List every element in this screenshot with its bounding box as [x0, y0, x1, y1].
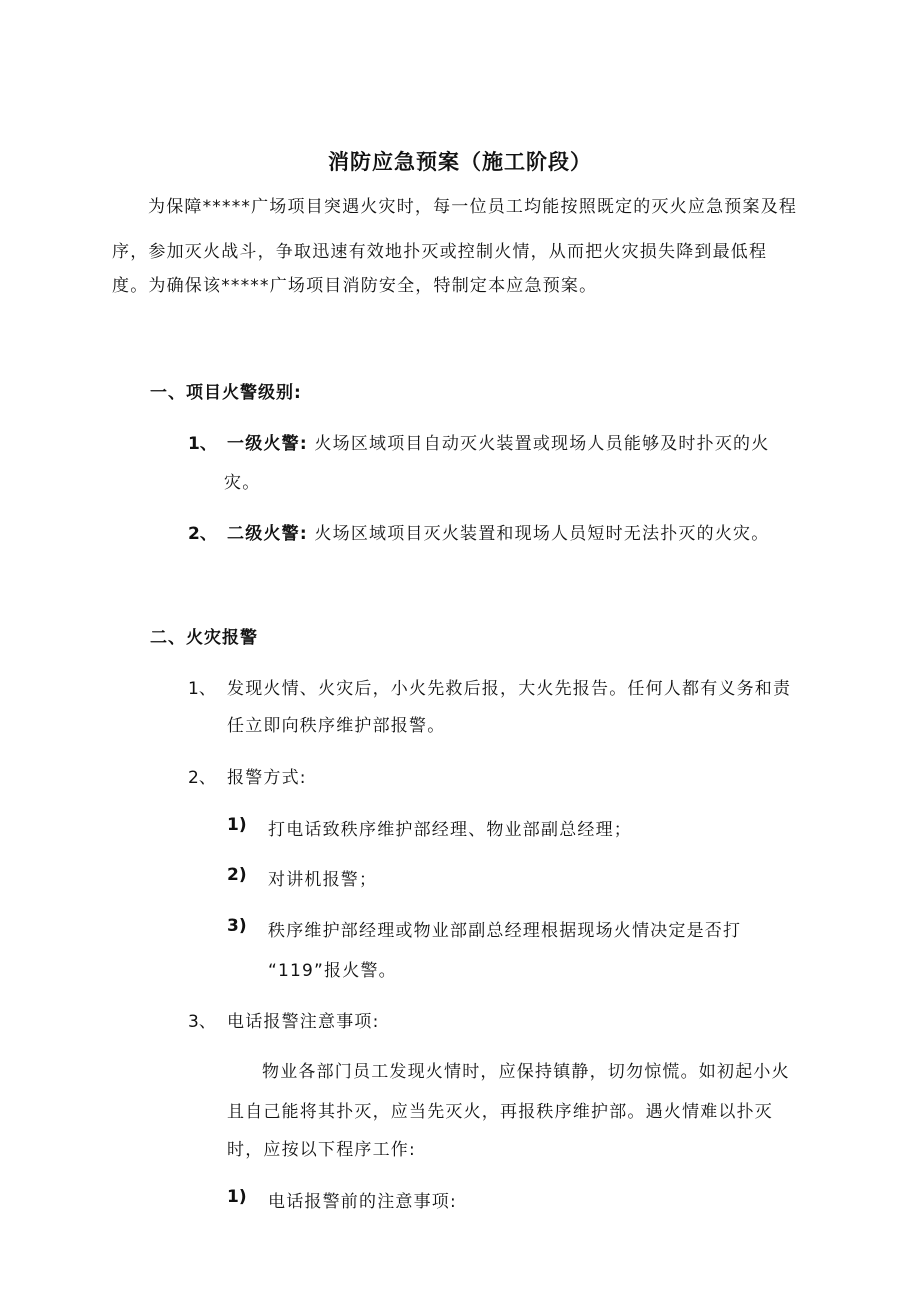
list-item	[227, 519, 769, 544]
section-heading: 一、项目火警级别:	[150, 383, 302, 403]
intro-line-3: 度。为确保该*****广场项目消防安全，特制定本应急预案。	[112, 276, 598, 296]
list-number: 2、	[188, 768, 216, 788]
list-item-text: 发现火情、火灾后，小火先救后报，大火先报告。任何人都有义务和责	[227, 679, 792, 699]
list-number: 1、	[188, 434, 217, 454]
section-heading: 二、火灾报警	[150, 628, 258, 648]
list-item-text: 火场区域项目自动灭火装置或现场人员能够及时扑灭的火	[314, 434, 770, 454]
list-item-text: 报警方式:	[227, 768, 307, 788]
list-number: 2、	[188, 524, 217, 544]
sub-list-number: 3)	[227, 916, 247, 936]
sub-list-item-continuation: “119”报火警。	[268, 961, 397, 981]
sub-list-number: 1)	[227, 815, 247, 835]
paragraph-line: 且自己能将其扑灭，应当先灭火，再报秩序维护部。遇火情难以扑灭	[227, 1102, 773, 1122]
term-colon: :	[299, 524, 308, 544]
list-number: 3、	[188, 1012, 216, 1032]
term-colon: :	[299, 434, 308, 454]
sub-list-item-text: 打电话致秩序维护部经理、物业部副总经理；	[268, 820, 632, 840]
sub-list-item-text: 对讲机报警；	[268, 870, 378, 890]
term-label: 一级火警	[227, 434, 300, 454]
list-item-text: 火场区域项目灭火装置和现场人员短时无法扑灭的火灾。	[314, 524, 770, 544]
list-number: 1、	[188, 679, 216, 699]
document-title: 消防应急预案（施工阶段）	[328, 150, 592, 174]
list-item-text: 电话报警注意事项:	[227, 1012, 380, 1032]
list-item-continuation: 任立即向秩序维护部报警。	[227, 716, 446, 736]
term-label: 二级火警	[227, 524, 300, 544]
sub-list-number: 2)	[227, 865, 247, 885]
intro-line-1: 为保障*****广场项目突遇火灾时，每一位员工均能按照既定的灭火应急预案及程	[148, 197, 798, 217]
sub-list-item-text: 电话报警前的注意事项:	[268, 1192, 457, 1212]
paragraph-line: 时，应按以下程序工作:	[227, 1140, 416, 1160]
sub-list-item-text: 秩序维护部经理或物业部副总经理根据现场火情决定是否打	[268, 921, 742, 941]
intro-line-2: 序，参加灭火战斗，争取迅速有效地扑灭或控制火情，从而把火灾损失降到最低程	[112, 242, 768, 262]
paragraph-line: 物业各部门员工发现火情时，应保持镇静，切勿惊慌。如初起小火	[262, 1062, 790, 1082]
list-item-continuation: 灾。	[224, 473, 261, 493]
list-item	[227, 429, 769, 454]
sub-list-number: 1)	[227, 1187, 247, 1207]
